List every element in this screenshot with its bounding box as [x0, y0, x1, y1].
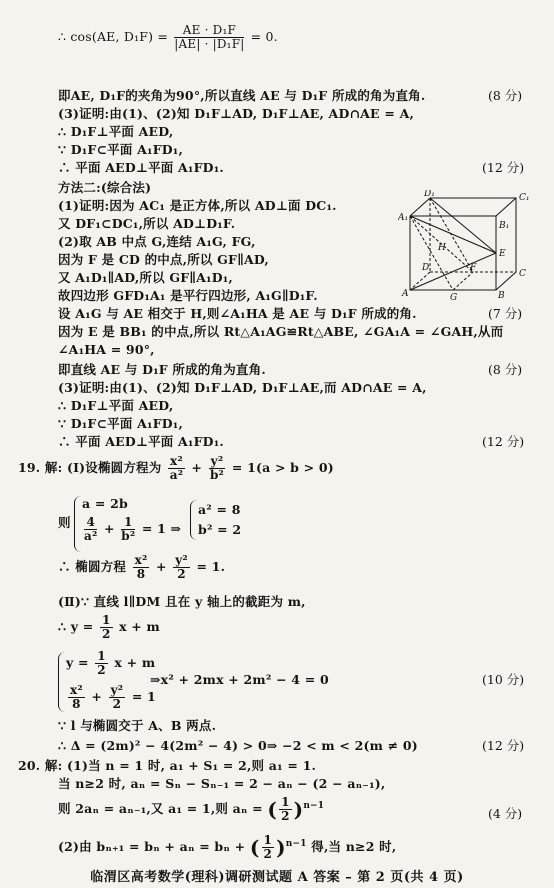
system-result-1: a² = 8: [198, 502, 241, 517]
equation-prefix: y =: [66, 655, 89, 670]
text-line: 即直线 AE 与 D₁F 所成的角为直角.: [58, 362, 266, 377]
denominator: b²: [209, 468, 224, 482]
denominator: b²: [121, 529, 136, 543]
numerator: x²: [170, 454, 183, 468]
score-mark: (12 分): [482, 160, 525, 175]
left-brace: [190, 500, 197, 540]
right-paren: ): [293, 797, 304, 822]
problem-number: 19. 解:: [18, 460, 63, 475]
text-line: (3)证明:由(1)、(2)知 D₁F⊥AD, D₁F⊥AE,而 AD∩AE = A,: [58, 380, 427, 395]
cos-denominator: |AE| · |D₁F|: [174, 37, 245, 51]
text-line: 设 A₁G 与 AE 相交于 H,则∠A₁HA 是 AE 与 D₁F 所成的角.: [58, 306, 417, 321]
text-line: ∵ D₁F⊂平面 A₁FD₁,: [58, 142, 184, 157]
text-line: 又 A₁D₁∥AD,所以 GF∥A₁D₁,: [58, 270, 233, 285]
operator: +: [91, 689, 103, 704]
text-line: 即AE, D₁F的夹角为90°,所以直线 AE 与 D₁F 所成的角为直角.: [58, 88, 426, 103]
vertex-label: D: [422, 263, 430, 273]
then-label: 则: [58, 515, 71, 530]
text-line: 又 DF₁⊂DC₁,所以 AD⊥D₁F.: [58, 216, 236, 231]
denominator: 8: [136, 567, 146, 581]
point-label: F: [470, 263, 477, 273]
left-paren: (: [249, 835, 260, 860]
numerator: 1: [101, 613, 111, 627]
vertex-label: B: [498, 291, 505, 300]
equation-tail: = 1.: [196, 559, 226, 574]
operator: +: [104, 521, 115, 536]
denominator: a²: [169, 468, 184, 482]
equation-tail: x + m: [119, 619, 160, 634]
formula-tail: 得,当 n≥2 时,: [311, 839, 397, 854]
hidden-edge: [410, 216, 453, 290]
numerator: 1: [121, 516, 135, 530]
cos-fraction: [174, 24, 244, 51]
ellipse-result-line: [58, 554, 225, 581]
fraction: [109, 684, 126, 711]
numerator: 1: [97, 649, 106, 663]
score-mark: (12 分): [482, 738, 525, 753]
system-eq-2: [82, 516, 181, 543]
text-line: 因为 F 是 CD 的中点,所以 GF∥AD,: [58, 252, 269, 267]
exponent: n−1: [303, 800, 325, 811]
cube-diagram: [398, 190, 534, 300]
right-paren: ): [276, 835, 286, 860]
sequence-formula-line: [58, 796, 324, 823]
point-label: G: [450, 293, 458, 300]
equation-tail: = 1: [131, 689, 156, 704]
fraction: [95, 650, 108, 677]
point-label: E: [499, 249, 506, 259]
score-mark: (8 分): [488, 362, 523, 377]
numerator: x²: [134, 553, 148, 567]
numerator: y²: [210, 454, 224, 468]
denominator: 2: [281, 809, 290, 823]
equation-prefix: ∴ y =: [58, 619, 94, 634]
cube-edge: [410, 198, 430, 216]
equation-tail: = 1(a > b > 0): [231, 460, 334, 475]
formula-prefix: 则 2aₙ = aₙ₋₁,又 a₁ = 1,则 aₙ =: [58, 801, 263, 816]
point-label: H: [438, 243, 446, 253]
denominator: 2: [263, 847, 273, 861]
denominator: 2: [101, 627, 111, 641]
problem-number: 20. 解:: [18, 758, 63, 773]
fraction: [262, 834, 275, 861]
numerator: y²: [175, 553, 188, 567]
left-paren: (: [267, 797, 278, 822]
fraction: [100, 614, 113, 641]
text-line: 因为 E 是 BB₁ 的中点,所以 Rt△A₁AG≌Rt△ABE, ∠GA₁A = ∠GAH,从而: [58, 324, 504, 339]
cos-line: [58, 24, 278, 51]
text-line: (Ⅱ)∵ 直线 l∥DM 且在 y 轴上的截距为 m,: [58, 594, 306, 609]
text-line: ∵ l 与椭圆交于 A、B 两点.: [58, 718, 217, 733]
vertex-label: A₁: [398, 213, 409, 223]
score-mark: (10 分): [482, 672, 525, 687]
sequence-b-line: [58, 834, 396, 861]
fraction: [121, 516, 135, 543]
hidden-edge: [410, 272, 430, 290]
system-eq-2: [66, 684, 156, 711]
vertex-label: A: [402, 289, 409, 299]
problem-text: (Ⅰ)设椭圆方程为: [66, 460, 162, 475]
text-line: ∴ D₁F⊥平面 AED,: [58, 124, 174, 139]
operator: +: [191, 460, 203, 475]
vertex-label: C₁: [519, 193, 530, 203]
text-line: (1)证明:因为 AC₁ 是正方体,所以 AD⊥面 DC₁.: [58, 198, 337, 213]
implies-symbol: ⇒: [170, 521, 182, 536]
text-line: (3)证明:由(1)、(2)知 D₁F⊥AD, D₁F⊥AE, AD∩AE = A,: [58, 106, 415, 121]
cube-edge: [496, 198, 516, 216]
text-line: ∵ D₁F⊂平面 A₁FD₁,: [58, 416, 184, 431]
fraction: [168, 455, 185, 482]
vertex-label: C: [519, 269, 526, 279]
numerator: 1: [281, 795, 290, 809]
method-heading: 方法二:(综合法): [58, 180, 152, 195]
text-line: 故四边形 GFD₁A₁ 是平行四边形, A₁G∥D₁F.: [58, 288, 318, 303]
page-footer: 临渭区高考数学(理科)调研测试题 A 答案 – 第 2 页(共 4 页): [90, 870, 464, 885]
operator: +: [156, 559, 167, 574]
left-brace: [74, 496, 81, 552]
formula-prefix: (2)由 bₙ₊₁ = bₙ + aₙ = bₙ +: [58, 839, 246, 854]
construction-line: [410, 216, 496, 253]
score-mark: (12 分): [482, 434, 525, 449]
fraction: [209, 455, 226, 482]
fraction: [279, 796, 292, 823]
vertex-label: B₁: [499, 221, 510, 231]
text-line: ∴ D₁F⊥平面 AED,: [58, 398, 174, 413]
cos-prefix: ∴ cos(AE, D₁F) =: [58, 29, 169, 44]
left-brace: [58, 652, 65, 712]
line-equation: [58, 614, 160, 641]
problem-19-line: [18, 455, 334, 482]
cos-numerator: AE · D₁F: [174, 24, 244, 38]
text-line: ∴ 平面 AED⊥平面 A₁FD₁.: [58, 160, 224, 175]
text-line: ∴ 平面 AED⊥平面 A₁FD₁.: [58, 434, 224, 449]
numerator: 1: [263, 833, 273, 847]
text-line: (2)取 AB 中点 G,连结 A₁G, FG,: [58, 234, 256, 249]
numerator: 4: [84, 516, 97, 530]
denominator: 2: [177, 567, 186, 581]
text-line: ∴ Δ = (2m)² − 4(2m² − 4) > 0⇒ −2 < m < 2(m ≠ 0): [58, 738, 418, 753]
problem-text: (1)当 n = 1 时, a₁ + S₁ = 2,则 a₁ = 1.: [66, 758, 317, 773]
quadratic-result: ⇒x² + 2mx + 2m² − 4 = 0: [150, 672, 329, 687]
system-result-2: b² = 2: [198, 522, 242, 537]
vertex-label: D₁: [424, 190, 435, 199]
fraction: [173, 554, 190, 581]
exponent: n−1: [285, 838, 307, 849]
score-mark: (7 分): [488, 306, 523, 321]
text-line: ∠A₁HA = 90°,: [58, 342, 155, 357]
equation-tail: x + m: [114, 655, 156, 670]
equation-tail: = 1: [141, 521, 166, 536]
numerator: y²: [110, 683, 124, 697]
fraction: [68, 684, 85, 711]
score-mark: (4 分): [488, 806, 523, 821]
score-mark: (8 分): [488, 88, 523, 103]
cos-tail: = 0.: [250, 29, 278, 44]
fraction: [84, 516, 97, 543]
text-line: 当 n≥2 时, aₙ = Sₙ − Sₙ₋₁ = 2 − aₙ − (2 − aₙ₋₁),: [58, 776, 386, 791]
system-eq-1: [66, 650, 155, 677]
fraction: [133, 554, 150, 581]
denominator: 2: [97, 663, 106, 677]
hidden-edge: [453, 272, 473, 290]
denominator: 8: [72, 697, 81, 711]
problem-20-line: [18, 758, 316, 774]
denominator: 2: [112, 697, 122, 711]
result-text: ∴ 椭圆方程: [58, 559, 127, 574]
denominator: a²: [84, 529, 98, 543]
system-eq-1: a = 2b: [82, 496, 128, 511]
numerator: x²: [70, 683, 83, 697]
